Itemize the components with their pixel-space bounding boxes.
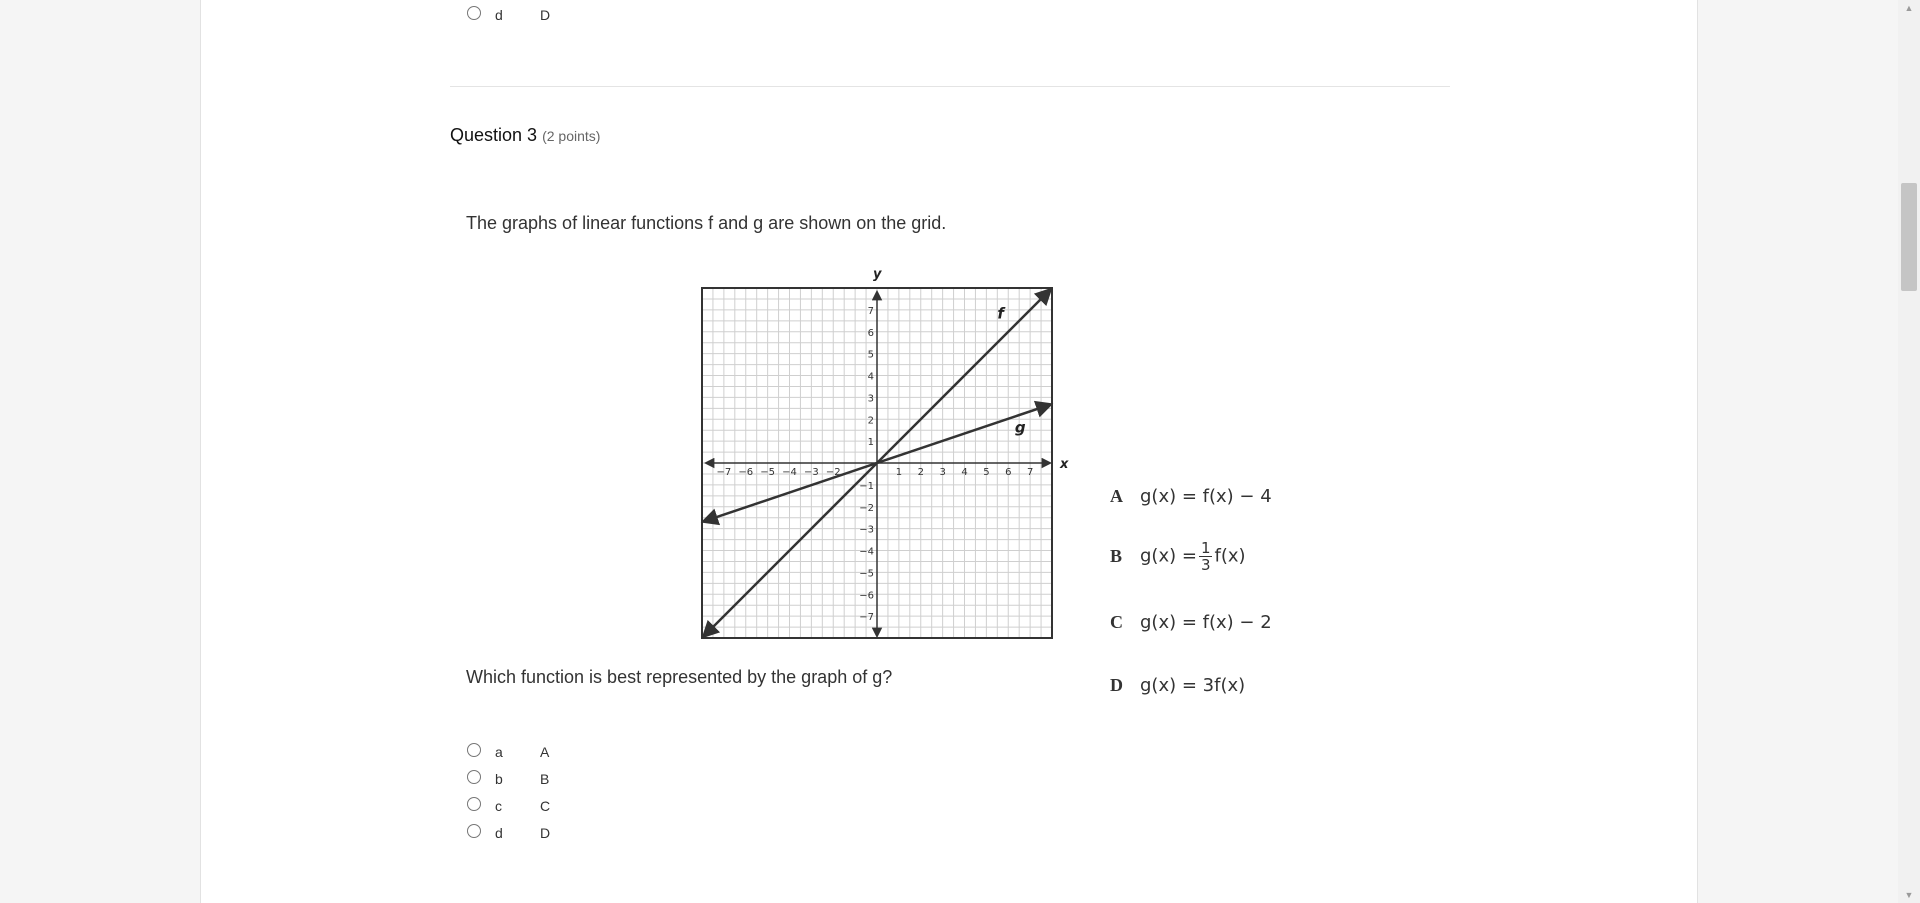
question-points: (2 points) [542,128,601,144]
y-tick-label: −7 [859,612,874,624]
x-tick-label: −5 [760,467,775,478]
radio-button[interactable] [467,770,481,784]
y-tick-label: −6 [859,590,874,602]
y-tick-label: 7 [867,305,874,317]
fraction-denominator: 3 [1200,556,1211,574]
y-tick-label: 5 [867,349,874,361]
question-title [450,125,600,146]
option-letter: b [495,771,503,787]
scroll-up-arrow-icon[interactable]: ▲ [1904,3,1914,13]
option-text: B [540,771,550,787]
radio-button[interactable] [467,6,481,20]
x-axis-label: x [1060,457,1069,472]
x-tick-label: 2 [917,467,924,478]
radio-button[interactable] [467,797,481,811]
option-text: D [540,7,551,23]
option-letter: d [495,7,503,23]
x-tick-label: −2 [825,467,841,478]
option-letter: c [495,798,502,814]
y-tick-label: 3 [867,393,874,405]
question-prompt: The graphs of linear functions f and g are shown on the grid. [466,213,947,233]
choice-key: C [1110,612,1123,632]
y-tick-label: 4 [867,371,874,383]
fraction-numerator: 1 [1200,539,1211,557]
choice-key: A [1110,486,1123,506]
choice-expression: g(x) = f(x) − 4 [1140,486,1272,507]
y-tick-label: −1 [859,480,874,492]
page-scrollbar[interactable] [1898,0,1920,903]
x-tick-label: 3 [939,467,946,478]
y-tick-label: 6 [867,327,874,339]
option-text: C [540,798,551,814]
choice-key: D [1110,675,1123,695]
x-tick-label: 5 [983,467,990,478]
x-tick-label: 6 [1005,467,1012,478]
choice-c [1110,612,1272,633]
y-tick-label: 1 [867,437,874,449]
question-divider [450,86,1450,87]
option-letter: a [495,744,503,760]
x-tick-label: −3 [804,467,819,478]
choice-expression-left: g(x) = [1140,545,1197,567]
x-tick-label: −6 [738,467,754,478]
option-text: D [540,825,551,841]
linear-functions-graph [690,262,1080,652]
line-g-label: g [1014,418,1026,437]
x-tick-label: 7 [1026,467,1034,478]
x-tick-label: 1 [895,467,903,478]
y-axis-label: y [873,267,882,282]
question-number: Question 3 [450,125,538,145]
scrollbar-thumb[interactable] [1901,183,1917,291]
x-tick-label: 4 [961,467,968,478]
y-tick-label: −5 [859,568,874,580]
x-tick-label: −4 [782,467,797,478]
y-tick-label: −4 [859,546,874,558]
line-f-label: f [997,304,1004,323]
choice-expression: g(x) = 3f(x) [1140,675,1246,696]
radio-button[interactable] [467,824,481,838]
choice-d [1110,675,1245,696]
y-tick-label: −3 [859,524,874,536]
choice-expression: g(x) = f(x) − 2 [1140,612,1272,633]
option-letter: d [495,825,503,841]
scroll-down-arrow-icon[interactable]: ▼ [1904,890,1914,900]
y-tick-label: −2 [859,502,874,514]
choice-b [1110,540,1246,573]
fraction [1199,540,1213,573]
choice-expression-right: f(x) [1214,545,1246,567]
option-text: A [540,744,550,760]
radio-button[interactable] [467,743,481,757]
sub-question-prompt: Which function is best represented by the graph of g? [466,667,893,687]
choice-a [1110,486,1272,507]
choice-key: B [1110,545,1123,566]
y-tick-label: 2 [867,415,874,427]
x-tick-label: −7 [716,467,732,478]
